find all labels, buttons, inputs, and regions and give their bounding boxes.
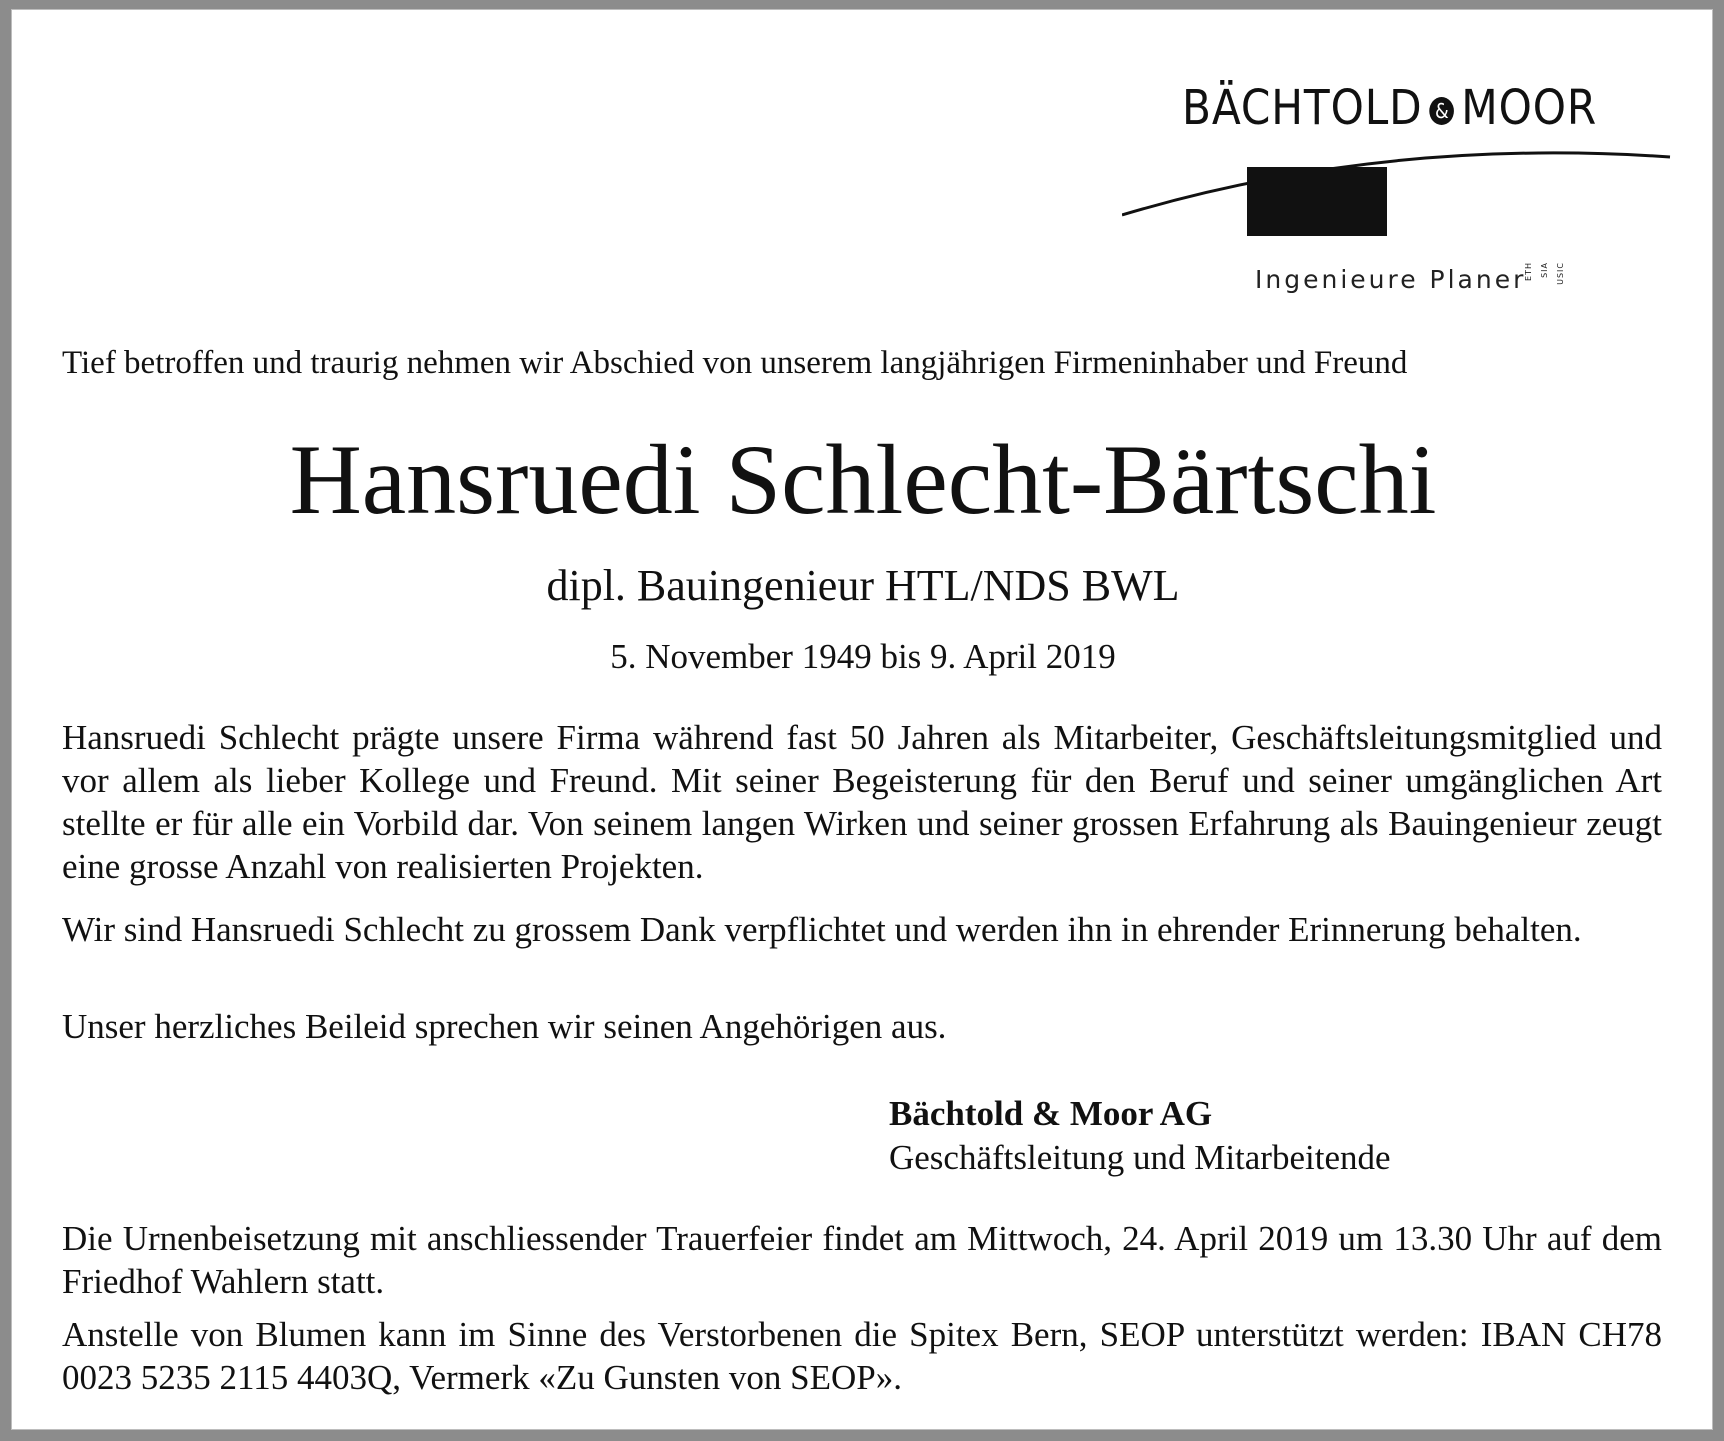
logo-wordmark [1182, 80, 1597, 136]
donation-info-paragraph: Anstelle von Blumen kann im Sinne des Verstorbenen die Spitex Bern, SEOP unterstützt werden: IBAN CH78 0023 5235 2115 4403Q, Vermerk «Zu Gunsten von SEOP». [62, 1315, 1662, 1397]
condolence-paragraph: Unser herzliches Beileid sprechen wir seinen Angehörigen aus. [62, 1007, 947, 1046]
logo-assoc-usic: USIC [1556, 262, 1565, 285]
logo-tagline: Ingenieure Planer [1255, 265, 1527, 294]
logo-assoc-eth: ETH [1524, 262, 1533, 281]
funeral-info-paragraph: Die Urnenbeisetzung mit anschliessender Trauerfeier findet am Mittwoch, 24. April 2019 um 13.30 Uhr auf dem Friedhof Wahlern statt. [62, 1219, 1662, 1301]
logo-name-left: BÄCHTOLD [1182, 80, 1423, 136]
signature-block [889, 1092, 1391, 1180]
intro-text: Tief betroffen und traurig nehmen wir Abschied von unserem langjährigen Firmeninhaber und Freund [62, 345, 1408, 381]
logo-assoc-sia: SIA [1540, 262, 1549, 278]
signature-company: Bächtold & Moor AG [889, 1094, 1213, 1133]
logo-name-right: MOOR [1461, 80, 1598, 136]
obituary-notice [11, 9, 1713, 1430]
deceased-dates: 5. November 1949 bis 9. April 2019 [610, 637, 1116, 676]
deceased-name: Hansruedi Schlecht-Bärtschi [289, 424, 1437, 535]
logo-swoosh-icon [1122, 147, 1682, 237]
deceased-degree: dipl. Bauingenieur HTL/NDS BWL [546, 561, 1180, 610]
logo-ampersand-icon: & [1430, 97, 1455, 125]
signature-department: Geschäftsleitung und Mitarbeitende [889, 1138, 1391, 1177]
tribute-paragraph: Hansruedi Schlecht prägte unsere Firma während fast 50 Jahren als Mitarbeiter, Geschäftsleitungsmitglied und vor allem als lieber Kollege und Freund. Mit seiner Begeisterung für den Beruf und seiner umgänglichen Art stellte er für alle ein Vorbild dar. Von seinem langen Wirken und seiner grossen Erfahrung als Bauingenieur zeugt eine grosse Anzahl von realisierten Projekten. [62, 718, 1662, 886]
company-logo [1122, 72, 1682, 312]
logo-ag: AG [1509, 177, 1537, 197]
gratitude-paragraph: Wir sind Hansruedi Schlecht zu grossem Dank verpflichtet und werden ihn in ehrender Erinnerung behalten. [62, 910, 1582, 949]
